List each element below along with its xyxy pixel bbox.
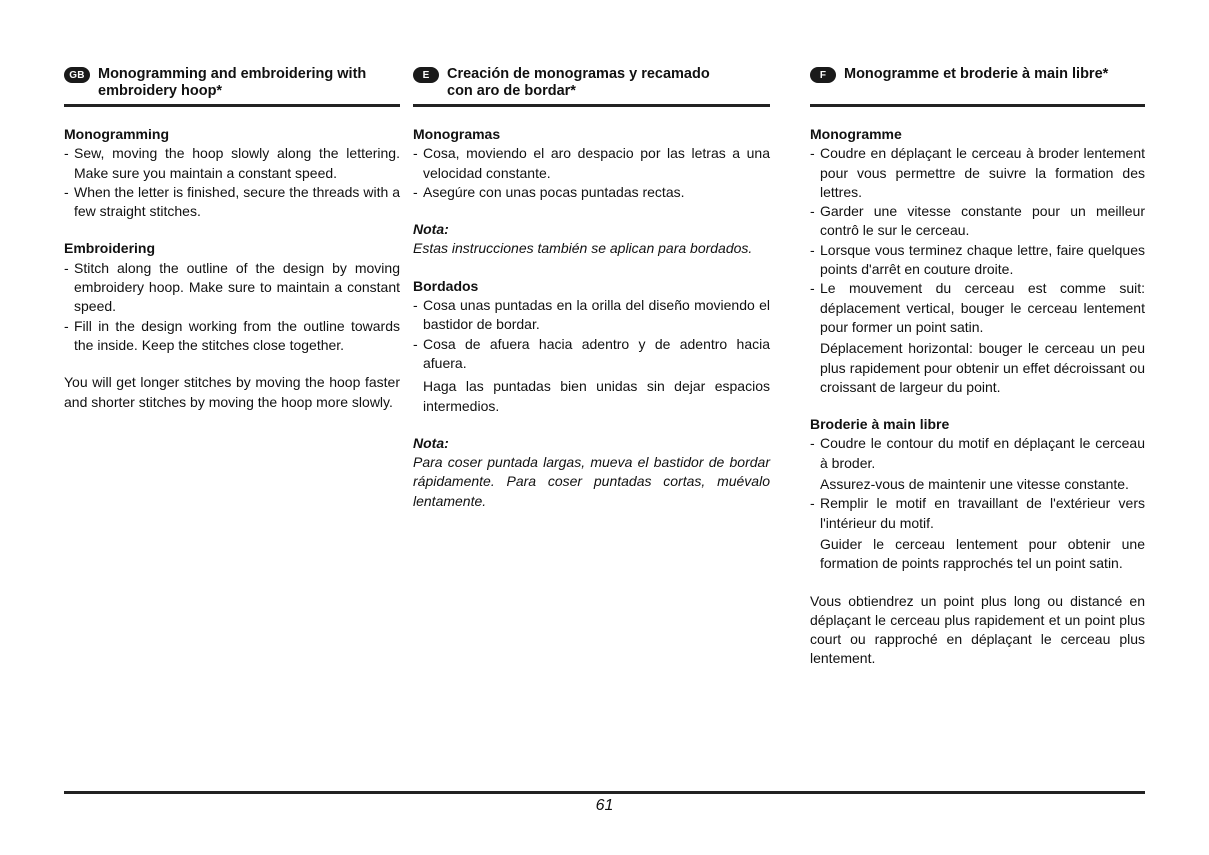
column-english xyxy=(64,66,400,412)
heading-line-1: Monogramme et broderie à main libre* xyxy=(844,66,1109,82)
column-french xyxy=(810,66,1145,669)
list-item: - Coudre en déplaçant le cerceau à broder lentement pour vous permettre de suivre la formation des lettres. xyxy=(810,144,1145,202)
list-monogramas xyxy=(413,144,770,202)
heading-rule xyxy=(413,104,770,107)
list-monogramming xyxy=(64,144,400,221)
language-badge-gb: GB xyxy=(64,67,90,83)
page-number: 61 xyxy=(595,797,614,814)
note-text: Estas instrucciones también se aplican para bordados. xyxy=(413,240,753,257)
subheading-bordados: Bordados xyxy=(413,277,479,294)
list-item: - Lorsque vous terminez chaque lettre, faire quelques points d'arrêt en couture droite. xyxy=(810,241,1145,280)
list-item: - Coudre le contour du motif en déplaçant le cerceau à broder. xyxy=(810,434,1145,473)
heading-rule xyxy=(810,104,1145,107)
column-body xyxy=(810,125,1145,669)
list-continuation: Assurez-vous de maintenir une vitesse constante. xyxy=(820,476,1129,493)
heading-line-1: Monogramming and embroidering with xyxy=(98,66,367,82)
column-spanish xyxy=(413,66,770,511)
list-item: - Fill in the design working from the outline towards the inside. Keep the stitches close together. xyxy=(64,317,400,356)
note-text: Para coser puntada largas, mueva el bastidor de bordar rápidamente. Para coser puntadas cortas, muévalo lentamente. xyxy=(413,454,770,509)
list-item: - Remplir le motif en travaillant de l'extérieur vers l'intérieur du motif. xyxy=(810,494,1145,533)
list-bordados xyxy=(413,296,770,373)
list-item: - Garder une vitesse constante pour un meilleur contrô le sur le cerceau. xyxy=(810,202,1145,241)
heading-line-1: Creación de monogramas y recamado xyxy=(447,66,710,82)
column-body xyxy=(64,125,400,412)
subheading-monogramme: Monogramme xyxy=(810,126,902,142)
heading-rule xyxy=(64,104,400,107)
heading-line-2: embroidery hoop* xyxy=(98,83,223,99)
language-badge-e: E xyxy=(413,67,439,83)
list-embroidering xyxy=(64,259,400,355)
list-item: - Le mouvement du cerceau est comme suit: déplacement vertical, bouger le cerceau lentement pour former un point satin. xyxy=(810,279,1145,337)
list-item: - Cosa, moviendo el aro despacio por las letras a una velocidad constante. xyxy=(413,144,770,183)
section-heading-spanish xyxy=(413,66,770,100)
column-body xyxy=(413,125,770,511)
closing-paragraph: Vous obtiendrez un point plus long ou distancé en déplaçant le cerceau plus rapidement et un point plus court ou rapproché en déplaçant le cerceau plus lentement. xyxy=(810,592,1145,667)
list-continuation: Haga las puntadas bien unidas sin dejar espacios intermedios. xyxy=(423,378,770,414)
closing-paragraph: You will get longer stitches by moving the hoop faster and shorter stitches by moving the hoop more slowly. xyxy=(64,374,400,410)
list-item: - Sew, moving the hoop slowly along the lettering. Make sure you maintain a constant speed. xyxy=(64,144,400,183)
list-continuation: Déplacement horizontal: bouger le cerceau un peu plus rapidement pour obtenir un effet décroissant ou croissant de largeur du point. xyxy=(820,340,1145,395)
list-item: - Cosa unas puntadas en la orilla del diseño moviendo el bastidor de bordar. xyxy=(413,296,770,335)
list-item: - Cosa de afuera hacia adentro y de adentro hacia afuera. xyxy=(413,335,770,374)
subheading-monogramming: Monogramming xyxy=(64,126,169,142)
section-heading-english xyxy=(64,66,400,100)
section-heading-french xyxy=(810,66,1145,100)
footer-rule xyxy=(64,791,1145,794)
list-monogramme xyxy=(810,144,1145,337)
list-item: - Asegúre con unas pocas puntadas rectas. xyxy=(413,183,770,202)
heading-line-2: con aro de bordar* xyxy=(447,83,576,99)
note-label: Nota: xyxy=(413,221,449,238)
note-label: Nota: xyxy=(413,434,449,451)
subheading-monogramas: Monogramas xyxy=(413,126,501,142)
language-badge-f: F xyxy=(810,67,836,83)
list-broderie xyxy=(810,434,1145,473)
subheading-embroidering: Embroidering xyxy=(64,240,156,257)
subheading-broderie: Broderie à main libre xyxy=(810,416,950,433)
list-item: - When the letter is finished, secure the threads with a few straight stitches. xyxy=(64,183,400,222)
list-item: - Stitch along the outline of the design by moving embroidery hoop. Make sure to maintain a constant speed. xyxy=(64,259,400,317)
list-continuation: Guider le cerceau lentement pour obtenir une formation de points rapprochés tel un point satin. xyxy=(820,535,1145,572)
